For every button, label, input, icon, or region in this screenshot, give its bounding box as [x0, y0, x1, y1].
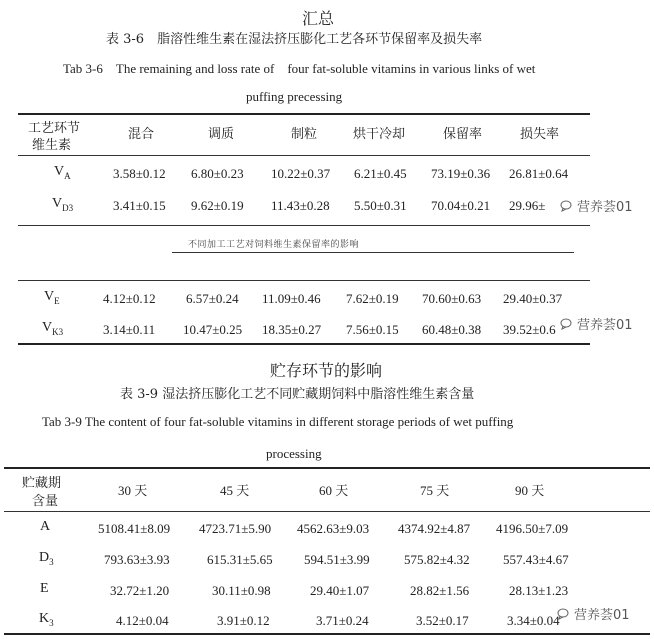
chat-bubble-icon	[560, 318, 574, 330]
table3-cell: 575.82±4.32	[404, 552, 470, 567]
table1-cell: 7.62±0.19	[346, 291, 399, 306]
table3-cell: 4562.63±9.03	[297, 521, 370, 536]
table1-cell: 3.41±0.15	[113, 198, 166, 213]
table3-header-75d: 75 天	[420, 483, 450, 498]
table1-cell: 70.60±0.63	[422, 291, 482, 306]
table1-cell: 10.22±0.37	[271, 166, 331, 181]
table1-header-drying: 烘干冷却	[353, 127, 406, 142]
table3-cell: 3.52±0.17	[416, 613, 469, 628]
table3-cell: 793.63±3.93	[104, 552, 170, 567]
table1-cell: 39.52±0.6	[503, 322, 556, 337]
table1-caption-en-line2: puffing precessing	[246, 89, 343, 104]
table1-note: 不同加工工艺对饲料维生素保留率的影响	[188, 240, 360, 250]
table1-cell: 7.56±0.15	[346, 322, 399, 337]
table3-cell: 3.91±0.12	[217, 613, 270, 628]
table2-top-rule	[18, 280, 590, 281]
table1-cell: 29.40±0.37	[503, 291, 563, 306]
table3-header-30d: 30 天	[118, 483, 148, 498]
table3-row-label-e: E	[40, 581, 49, 596]
table1-header-pelleting: 制粒	[291, 127, 318, 142]
table1-note-rule	[172, 252, 574, 253]
table3-cell: 5108.41±8.09	[98, 521, 171, 536]
table1-cell: 4.12±0.12	[103, 291, 156, 306]
table3-top-rule	[4, 467, 650, 469]
table1-row-label-va: $V_A$	[54, 164, 71, 181]
table3-cell: 29.40±1.07	[310, 583, 370, 598]
table3-caption-en-line1: Tab 3-9 The content of four fat-soluble vitamins in different storage periods of wet puffing	[42, 414, 514, 429]
table1-cell: 3.14±0.11	[103, 322, 156, 337]
table3-corner-line2: 含量	[32, 494, 59, 509]
table1-header-conditioning: 调质	[208, 127, 235, 142]
table1-row-label-vd3: $V_{D3}$	[52, 196, 74, 213]
table3-cell: 28.82±1.56	[410, 583, 470, 598]
table1-header-retention: 保留率	[443, 127, 483, 142]
table1-cell: 5.50±0.31	[354, 198, 407, 213]
table1-cell: 6.57±0.24	[186, 291, 239, 306]
watermark: 营养荟01	[557, 604, 630, 623]
table3-cell: 4.12±0.04	[116, 613, 169, 628]
table1-cell: 60.48±0.38	[422, 322, 482, 337]
table3-header-90d: 90 天	[515, 483, 545, 498]
watermark: 营养荟01	[560, 314, 633, 333]
table1-mid-rule	[18, 225, 590, 226]
table3-header-60d: 60 天	[319, 483, 349, 498]
table1-cell: 70.04±0.21	[431, 198, 491, 213]
table3-cell: 32.72±1.20	[110, 583, 170, 598]
watermark: 营养荟01	[560, 196, 633, 215]
table3-row-label-d3: $D_3$	[39, 550, 54, 567]
table3-row-label-k3: $K_3$	[39, 611, 54, 628]
table1-cell: 26.81±0.64	[509, 166, 569, 181]
chat-bubble-icon	[557, 608, 571, 620]
table1-cell: 73.19±0.36	[431, 166, 491, 181]
table3-cell: 615.31±5.65	[207, 552, 273, 567]
table1-cell: 18.35±0.27	[262, 322, 322, 337]
table3-cell: 3.34±0.04	[507, 613, 560, 628]
table3-bottom-rule	[4, 633, 650, 635]
table2-bottom-rule	[18, 343, 590, 345]
table1-row-label-ve: $V_E$	[44, 289, 60, 306]
table3-row-label-a: A	[40, 519, 51, 534]
table3-cell: 28.13±1.23	[509, 583, 569, 598]
table3-cell: 557.43±4.67	[503, 552, 569, 567]
table3-header-45d: 45 天	[220, 483, 250, 498]
table1-header-mix: 混合	[128, 127, 155, 142]
table1-corner-line2: 维生素	[32, 138, 72, 153]
table1-cell: 11.09±0.46	[262, 291, 321, 306]
table1-header-loss: 损失率	[520, 127, 560, 142]
table1-cell: 29.96±	[509, 198, 546, 213]
table1-row-label-vk3: $V_{K3}$	[42, 320, 64, 337]
table3-header-rule	[4, 511, 650, 512]
table1-header-rule	[18, 155, 590, 156]
table1-corner-line1: 工艺环节	[28, 121, 81, 136]
table1-cell: 10.47±0.25	[183, 322, 243, 337]
table3-cell: 4196.50±7.09	[496, 521, 569, 536]
table3-caption-en-line2: processing	[266, 446, 322, 461]
table3-cell: 30.11±0.98	[212, 583, 271, 598]
table1-cell: 6.80±0.23	[191, 166, 244, 181]
table1-cell: 9.62±0.19	[191, 198, 244, 213]
table3-cell: 594.51±3.99	[304, 552, 370, 567]
section2-title: 贮存环节的影响	[270, 361, 383, 380]
table3-cell: 4723.71±5.90	[199, 521, 272, 536]
table1-caption-en-line1: Tab 3-6 The remaining and loss rate of four fat-soluble vitamins in various links of wet	[63, 61, 536, 76]
table1-cell: 3.58±0.12	[113, 166, 166, 181]
table3-cell: 3.71±0.24	[316, 613, 369, 628]
table3-cell: 4374.92±4.87	[398, 521, 471, 536]
table3-caption-cn: 表 3-9 湿法挤压膨化工艺不同贮藏期饲料中脂溶性维生素含量	[120, 387, 475, 402]
table3-corner-line1: 贮藏期	[22, 476, 62, 491]
section1-title: 汇总	[302, 9, 335, 28]
table1-top-rule	[18, 113, 590, 115]
table1-caption-cn: 表 3-6 脂溶性维生素在湿法挤压膨化工艺各环节保留率及损失率	[106, 32, 483, 47]
table1-cell: 11.43±0.28	[271, 198, 330, 213]
chat-bubble-icon	[560, 200, 574, 212]
table1-cell: 6.21±0.45	[354, 166, 407, 181]
